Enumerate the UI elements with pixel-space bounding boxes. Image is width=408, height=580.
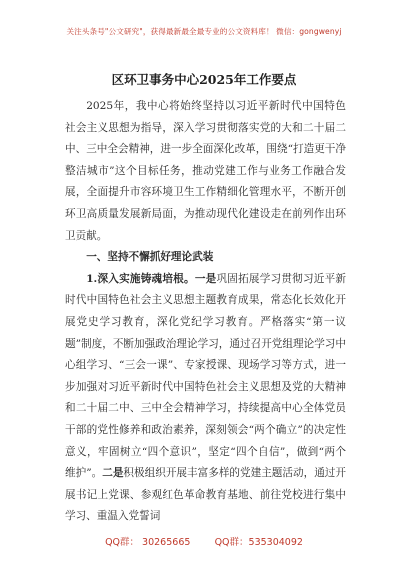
document-title: 区环卫事务中心2025年工作要点 — [111, 72, 297, 87]
item-1-text-part-two: 积极组织开展丰富多样的党建主题活动，通过开展书记上党课、参观红色革命教育基地、前往党校进行集中学习、重温入党誓词 — [65, 467, 346, 523]
item-1-text-part-one: 巩固拓展学习贯彻习近平新时代中国特色社会主义思想主题教育成果，常态化长效化开展党史学习教育，深化党纪学习教育。严格落实“第一议题”制度，不断加强政治理论学习，通过召开党组理论学习中心组学习、“三会一课”、专家授课、现场学习等方式，进一步加强对习近平新时代中国特色社会主义思想及党的大精神和二十届二中、三中全会精神学习，持续提高中心全体党员干部的党性修养和政治素养，深刻领会“两个确立”的决定性意义，牢固树立“四个意识”，坚定“四个自信”，做到“两个维护”。 — [65, 272, 347, 480]
section-heading-1: 一、坚持不懈抓好理论武装 — [86, 251, 214, 264]
item-1-paragraph — [65, 269, 346, 528]
item-1-point-one-marker: 一是 — [194, 272, 217, 285]
item-1-point-two-marker: 二是 — [102, 467, 124, 480]
footer-qq-groups-banner: QQ群： 30265665 QQ群：535304092 — [105, 537, 303, 548]
document-body — [65, 96, 346, 528]
header-promo-banner: 关注头条号"公文研究"，获得最新最全最专业的公文资料库！ 微信：gongwenyj — [66, 27, 342, 36]
item-1-lead: 1.深入实施铸魂培根。 — [86, 272, 195, 285]
intro-paragraph: 2025年，我中心将始终坚持以习近平新时代中国特色社会主义思想为指导，深入学习贯彻落实党的大和二十届二中、三中全会精神，进一步全面深化改革，围绕“打造更干净整洁城市”这个目标任务，推动党建工作与业务工作融合发展，全面提升市容环境卫生工作精细化管理水平，不断开创环卫高质量发展新局面，为推动现代化建设走在前列作出环卫贡献。 — [65, 100, 346, 242]
